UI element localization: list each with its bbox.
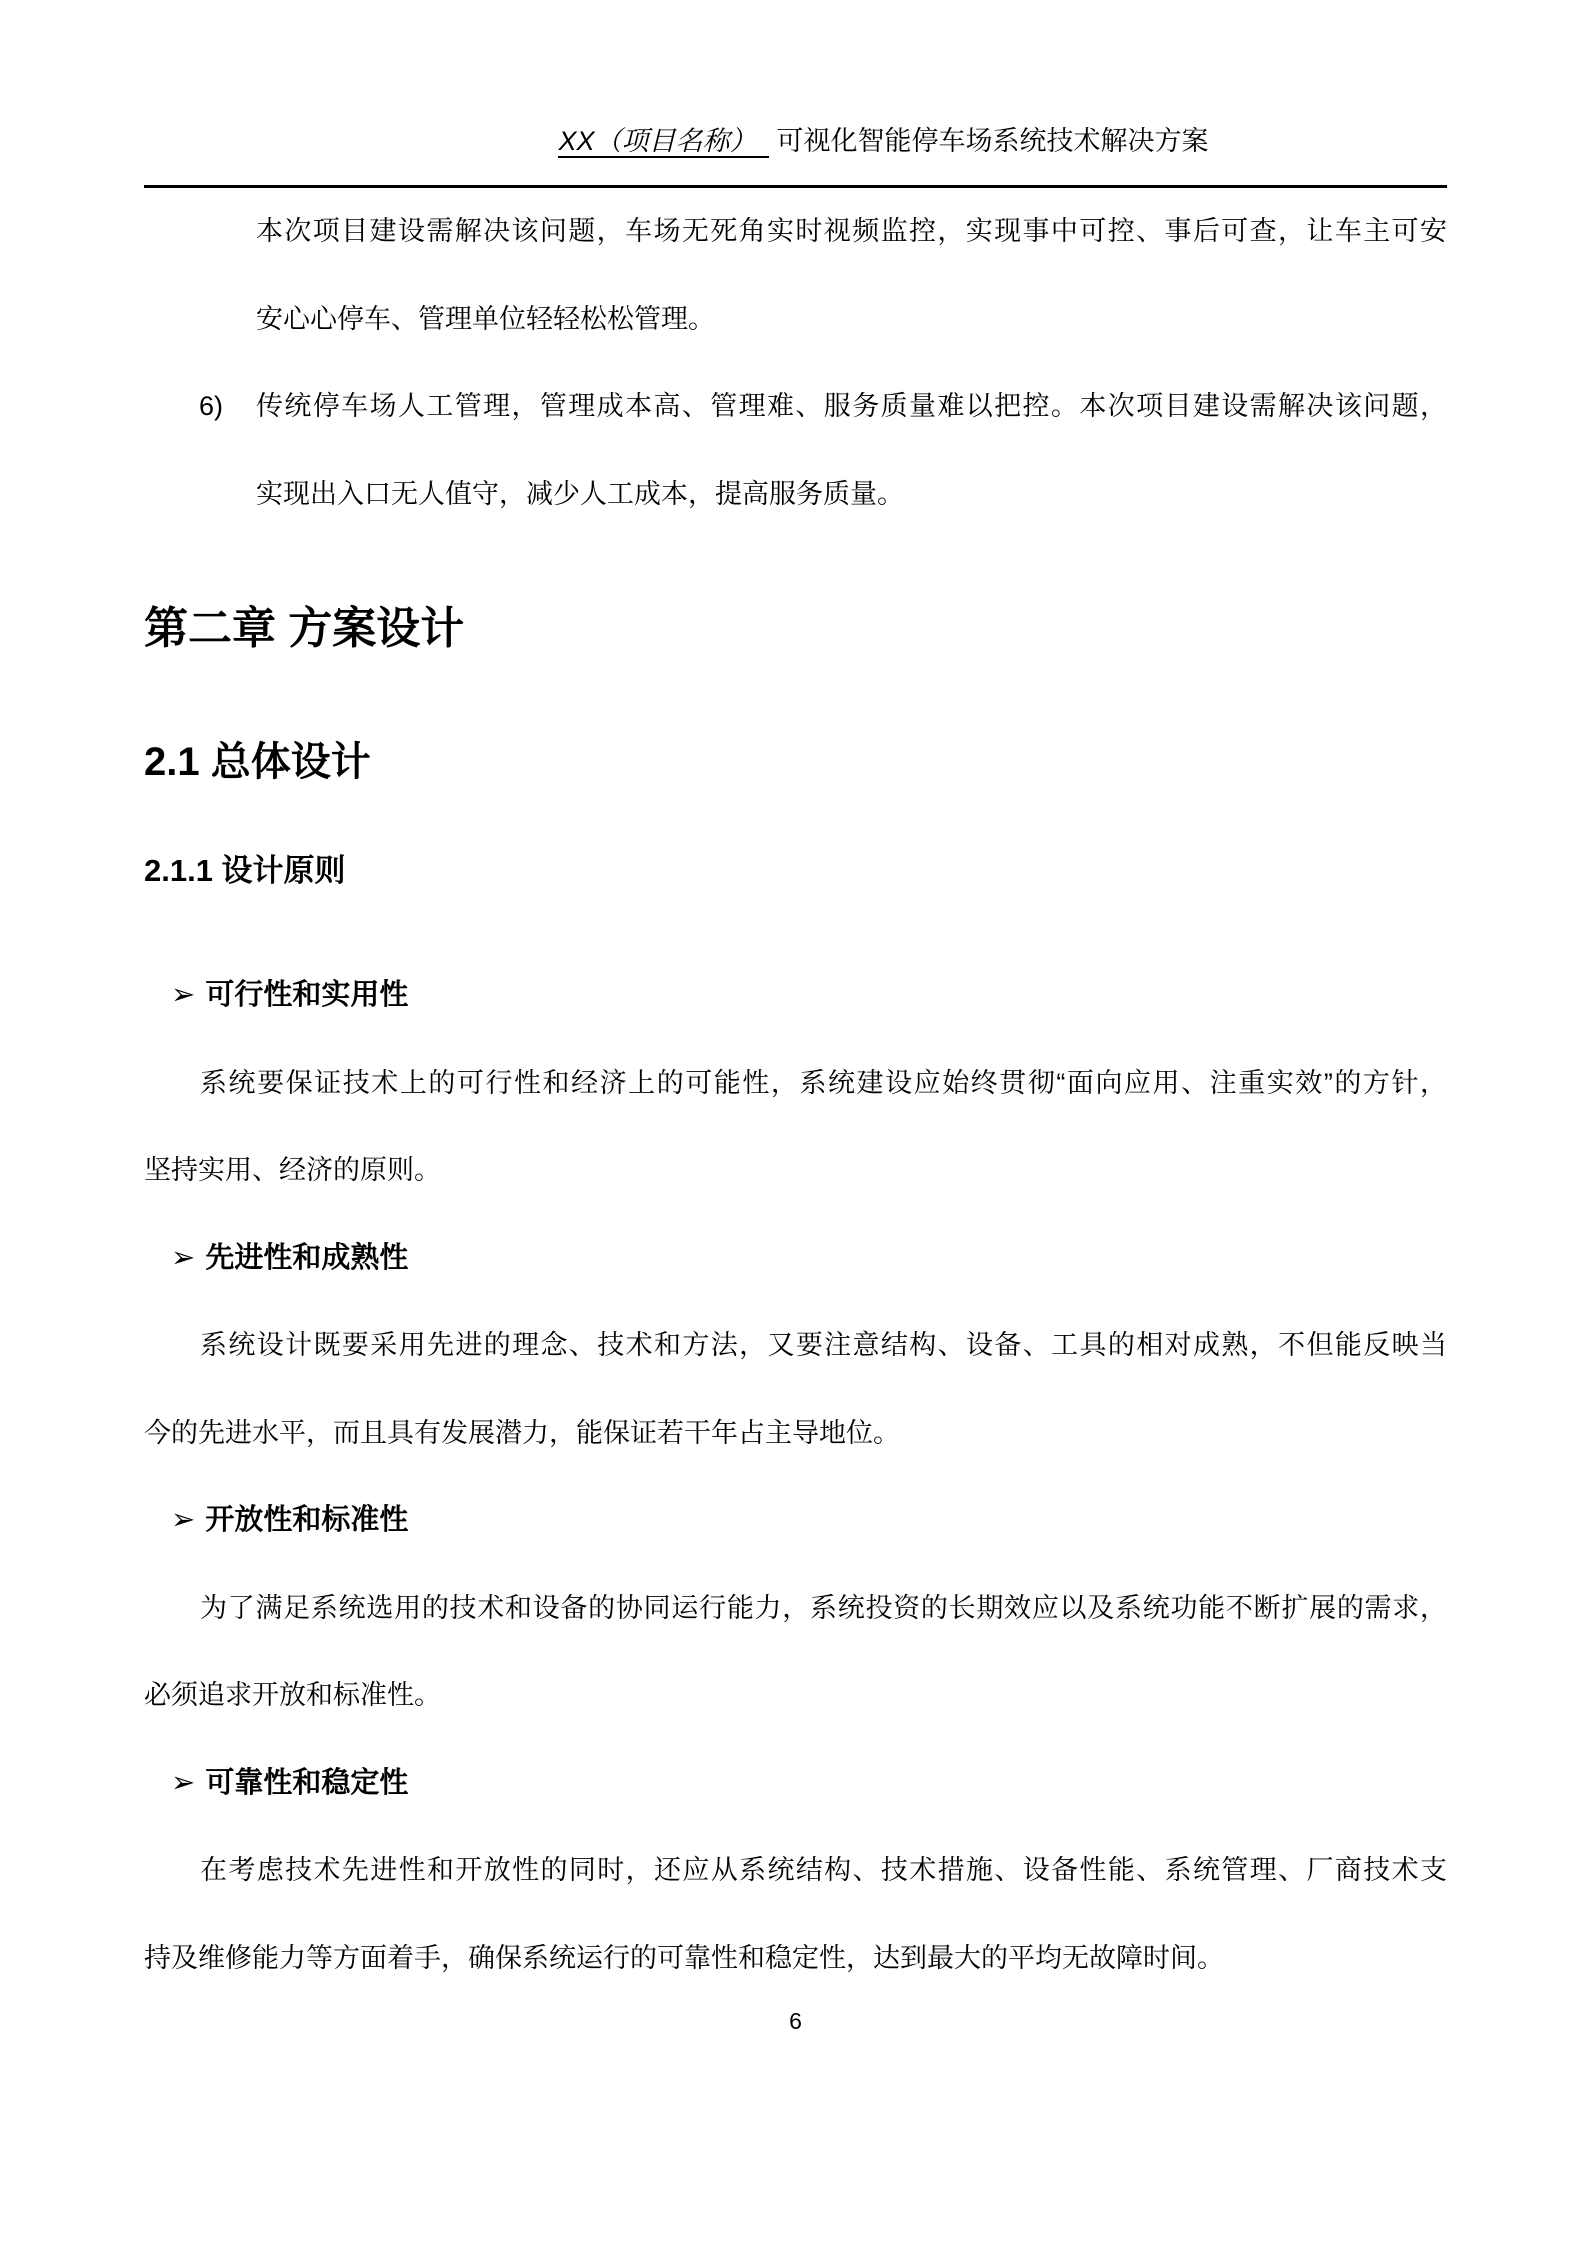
principle-paragraph-line: 为了满足系统选用的技术和设备的协同运行能力，系统投资的长期效应以及系统功能不断扩展的需求， xyxy=(200,1592,1447,1623)
principle-title xyxy=(144,1740,1447,1828)
paragraph-line: 实现出入口无人值守，减少人工成本，提高服务质量。 xyxy=(256,478,904,509)
paragraph-line: 传统停车场人工管理，管理成本高、管理难、服务质量难以把控。本次项目建设需解决该问题， xyxy=(256,391,1447,421)
arrow-bullet-icon: ➢ xyxy=(171,979,196,1011)
principle-title-text: 先进性和成熟性 xyxy=(205,1241,409,1274)
principle-paragraph-line: 在考虑技术先进性和开放性的同时，还应从系统结构、技术措施、设备性能、系统管理、厂商技术支 xyxy=(200,1855,1447,1885)
page-header xyxy=(0,126,1587,156)
principle-title xyxy=(144,952,1447,1040)
paragraph-line: 安心心停车、管理单位轻轻松松管理。 xyxy=(256,303,715,334)
arrow-bullet-icon: ➢ xyxy=(171,1241,196,1274)
principle-title xyxy=(144,1215,1447,1303)
header-project-name: XX（项目名称） xyxy=(558,126,768,158)
chapter-heading: 第二章 方案设计 xyxy=(144,604,465,653)
paragraph-line: 本次项目建设需解决该问题，车场无死角实时视频监控，实现事中可控、事后可查，让车主可安 xyxy=(256,216,1447,246)
principle-title-text: 开放性和标准性 xyxy=(205,1504,409,1536)
design-principles-list xyxy=(144,952,1447,2002)
arrow-bullet-icon: ➢ xyxy=(171,1766,196,1799)
principle-title xyxy=(144,1477,1447,1565)
list-item-6 xyxy=(144,363,1447,538)
principle-title-text: 可靠性和稳定性 xyxy=(205,1766,409,1799)
principle-paragraph-line: 坚持实用、经济的原则。 xyxy=(144,1155,441,1185)
principle-paragraph-line: 持及维修能力等方面着手，确保系统运行的可靠性和稳定性，达到最大的平均无故障时间。 xyxy=(144,1942,1224,1973)
header-doc-title: 可视化智能停车场系统技术解决方案 xyxy=(776,126,1209,156)
arrow-bullet-icon: ➢ xyxy=(171,1504,196,1536)
section-heading: 2.1 总体设计 xyxy=(144,740,371,784)
page-content xyxy=(0,188,1587,2036)
principle-paragraph-line: 系统设计既要采用先进的理念、技术和方法，又要注意结构、设备、工具的相对成熟，不但能反映当 xyxy=(200,1330,1447,1360)
paragraph-item5-continuation xyxy=(144,188,1447,363)
principle-paragraph-line: 系统要保证技术上的可行性和经济上的可能性，系统建设应始终贯彻“面向应用、注重实效”的方针， xyxy=(200,1067,1447,1098)
list-item-number: 6) xyxy=(199,391,224,421)
principle-title-text: 可行性和实用性 xyxy=(205,979,409,1011)
principle-paragraph-line: 必须追求开放和标准性。 xyxy=(144,1680,441,1710)
page-number: 6 xyxy=(789,2008,802,2034)
principle-paragraph-line: 今的先进水平，而且具有发展潜力，能保证若干年占主导地位。 xyxy=(144,1417,900,1448)
subsection-heading: 2.1.1 设计原则 xyxy=(144,853,346,888)
